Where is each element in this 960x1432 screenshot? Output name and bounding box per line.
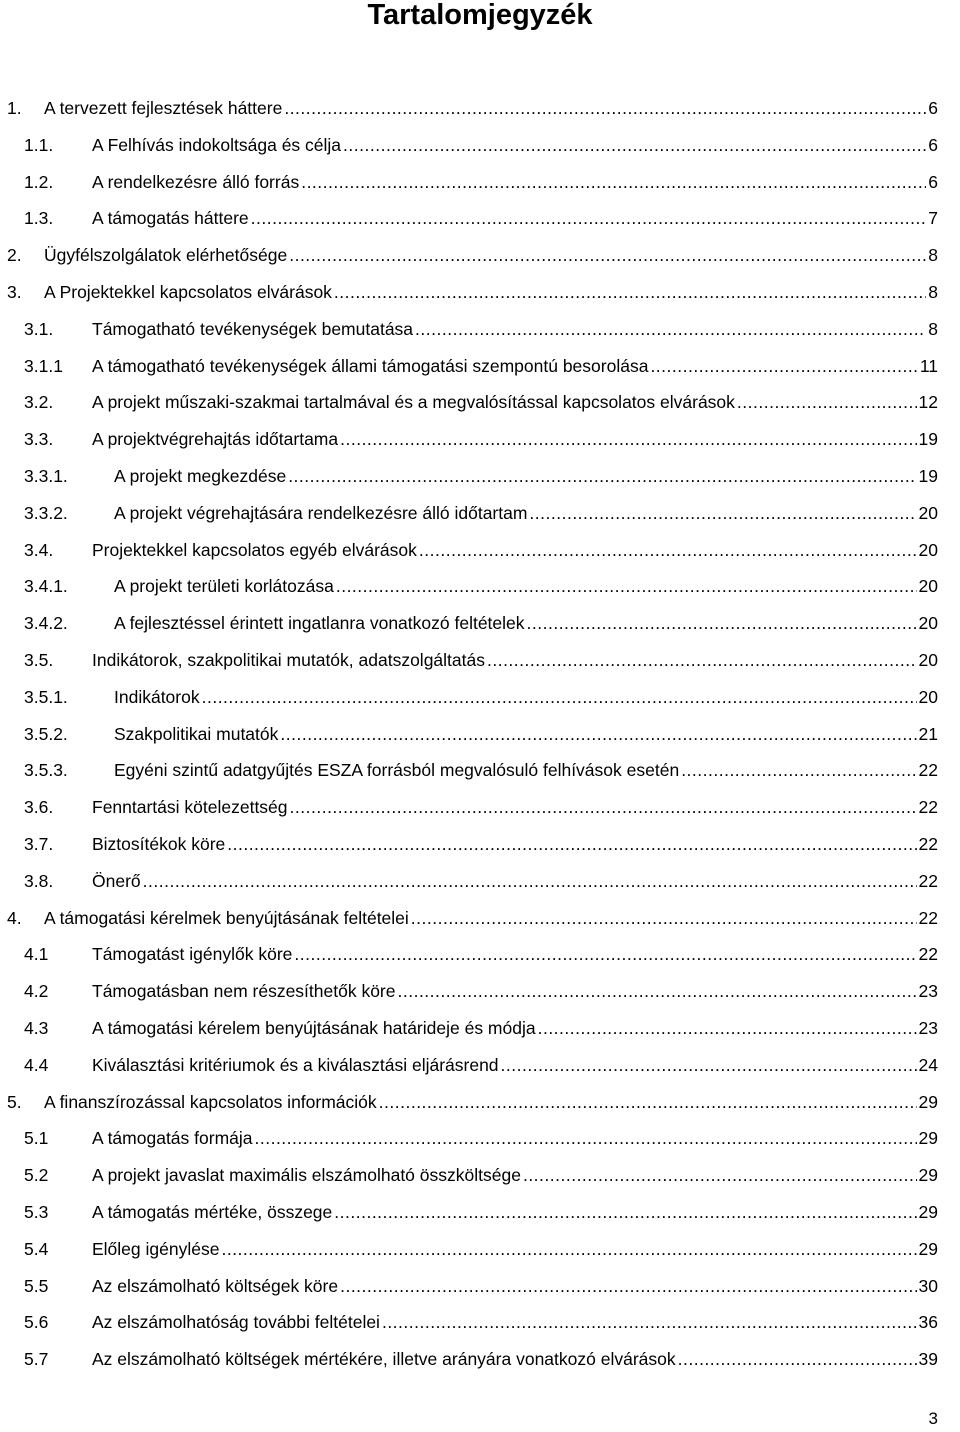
toc-entry-page: 22	[918, 797, 938, 818]
toc-entry-number: 3.3.2.	[24, 502, 68, 523]
toc-entry-number: 3.	[7, 282, 22, 302]
toc-entry-page: 20	[918, 539, 938, 560]
toc-dot-leader	[334, 274, 926, 311]
toc-entry[interactable]	[0, 1120, 960, 1157]
toc-entry-page: 11	[919, 355, 938, 376]
toc-entry-title: Indikátorok	[114, 686, 200, 707]
toc-entry[interactable]	[0, 642, 960, 679]
toc-entry-number: 3.5.1.	[24, 686, 68, 707]
toc-entry[interactable]	[0, 458, 960, 495]
toc-entry-number: 5.5	[24, 1275, 49, 1296]
toc-entry-number: 3.2.	[24, 392, 54, 413]
toc-entry-title: Projektekkel kapcsolatos egyéb elvárások	[92, 539, 417, 560]
toc-entry-number: 2.	[7, 245, 22, 266]
toc-entry-number: 5.	[7, 1091, 22, 1112]
toc-dot-leader	[336, 568, 917, 605]
toc-entry[interactable]	[0, 568, 960, 605]
toc-dot-leader	[681, 752, 916, 789]
toc-entry-number: 5.7	[24, 1349, 49, 1370]
toc-dot-leader	[501, 1047, 917, 1084]
toc-entry[interactable]	[0, 1010, 960, 1047]
toc-entry-title: A támogatás háttere	[92, 208, 249, 229]
toc-entry-number: 5.1	[24, 1128, 49, 1149]
toc-entry-number: 4.	[7, 907, 22, 928]
toc-entry-number: 5.6	[24, 1312, 49, 1333]
toc-entry-page: 30	[918, 1275, 938, 1296]
toc-entry[interactable]	[0, 1194, 960, 1231]
toc-entry-page: 6	[928, 134, 938, 155]
toc-entry-title: Egyéni szintű adatgyűjtés ESZA forrásból megvalósuló felhívások esetén	[114, 760, 680, 781]
toc-entry[interactable]	[0, 421, 960, 458]
toc-entry-number: 3.4.	[24, 539, 54, 560]
toc-entry-number: 3.5.	[24, 650, 54, 670]
page-number: 3	[928, 1409, 938, 1428]
toc-entry-title: A rendelkezésre álló forrás	[92, 171, 300, 192]
toc-entry-page: 20	[918, 502, 938, 523]
toc-dot-leader	[398, 973, 917, 1010]
toc-entry-number: 3.5.3.	[24, 760, 68, 781]
toc-entry[interactable]	[0, 789, 960, 826]
toc-entry-title: A projekt megkezdése	[114, 466, 287, 486]
toc-entry-page: 22	[918, 870, 938, 891]
toc-entry-number: 3.8.	[24, 870, 54, 891]
toc-entry[interactable]	[0, 200, 960, 237]
toc-entry-number: 3.6.	[24, 797, 54, 818]
toc-entry-number: 3.1.1	[24, 355, 63, 376]
toc-entry-number: 3.3.1.	[24, 466, 68, 486]
toc-entry-number: 3.4.1.	[24, 576, 68, 597]
toc-entry[interactable]	[0, 752, 960, 789]
toc-entry-title: A projekt műszaki-szakmai tartalmával és a megvalósítással kapcsolatos elvárások	[92, 392, 735, 413]
toc-entry-page: 23	[918, 1018, 938, 1038]
toc-entry-title: A projekt területi korlátozása	[114, 576, 334, 597]
toc-entry-page: 22	[918, 760, 938, 781]
toc-dot-leader	[202, 679, 917, 716]
toc-dot-leader	[340, 421, 916, 458]
toc-entry-page: 29	[918, 1165, 938, 1186]
toc-entry-number: 4.1	[24, 944, 49, 965]
toc-dot-leader	[343, 127, 926, 164]
toc-dot-leader	[379, 1084, 917, 1121]
toc-entry-title: Támogatható tevékenységek bemutatása	[92, 318, 414, 339]
toc-entry-number: 3.3.	[24, 429, 54, 450]
toc-entry-page: 29	[918, 1128, 938, 1149]
toc-entry-number: 1.	[7, 98, 22, 118]
toc-entry-title: Az elszámolható költségek mértékére, illetve arányára vonatkozó elvárások	[92, 1349, 676, 1370]
toc-entry-page: 8	[928, 318, 938, 339]
toc-dot-leader	[255, 1120, 917, 1157]
toc-entry-title: A projekt végrehajtására rendelkezésre álló időtartam	[114, 502, 528, 523]
toc-entry-title: Támogatást igénylők köre	[92, 944, 293, 965]
toc-entry-title: A tervezett fejlesztések háttere	[44, 98, 283, 118]
toc-entry-title: Az elszámolhatóság további feltételei	[92, 1312, 380, 1333]
toc-entry-number: 5.3	[24, 1202, 49, 1222]
toc-entry-title: A projektvégrehajtás időtartama	[92, 429, 339, 450]
toc-entry-number: 3.1.	[24, 318, 54, 339]
toc-entry-number: 5.2	[24, 1165, 49, 1186]
toc-entry-number: 4.3	[24, 1018, 49, 1038]
toc-entry-title: A támogatási kérelmek benyújtásának feltételei	[44, 907, 409, 928]
toc-entry-number: 5.4	[24, 1238, 49, 1259]
toc-entry-title: A finanszírozással kapcsolatos információk	[44, 1091, 377, 1112]
toc-entry-number: 4.4	[24, 1054, 49, 1075]
toc-entry[interactable]	[0, 348, 960, 385]
toc-entry-number: 1.2.	[24, 171, 54, 192]
toc-dot-leader	[143, 863, 917, 900]
toc-entry-title: A támogatás mértéke, összege	[92, 1202, 333, 1222]
toc-dot-leader	[382, 1304, 917, 1341]
toc-entry[interactable]	[0, 1047, 960, 1084]
toc-entry-page: 29	[918, 1202, 938, 1222]
toc-dot-leader	[340, 1268, 916, 1305]
toc-entry-number: 3.4.2.	[24, 613, 68, 634]
toc-entry-title: Önerő	[92, 870, 141, 891]
toc-entry-title: Támogatásban nem részesíthetők köre	[92, 981, 396, 1002]
toc-entry[interactable]	[0, 936, 960, 973]
toc-entry-page: 22	[918, 944, 938, 965]
toc-dot-leader	[737, 384, 917, 421]
toc-dot-leader	[290, 789, 917, 826]
toc-entry[interactable]	[0, 1157, 960, 1194]
toc-entry-title: A fejlesztéssel érintett ingatlanra vonatkozó feltételek	[114, 613, 525, 634]
toc-entry[interactable]	[0, 1304, 960, 1341]
toc-entry[interactable]	[0, 274, 960, 311]
toc-entry-page: 20	[918, 650, 938, 670]
toc-entry[interactable]	[0, 973, 960, 1010]
toc-entry-title: Az elszámolható költségek köre	[92, 1275, 339, 1296]
toc-entry[interactable]	[0, 679, 960, 716]
toc-entry-number: 1.1.	[24, 134, 54, 155]
toc-entry-page: 12	[918, 392, 938, 413]
toc-entry[interactable]	[0, 716, 960, 753]
toc-dot-leader	[523, 1157, 917, 1194]
toc-dot-leader	[411, 900, 917, 937]
toc-entry-title: A Projektekkel kapcsolatos elvárások	[44, 282, 332, 302]
toc-dot-leader	[419, 532, 917, 569]
toc-entry[interactable]	[0, 1231, 960, 1268]
toc-entry-title: Előleg igénylése	[92, 1238, 220, 1259]
toc-entry-page: 36	[918, 1312, 938, 1333]
toc-entry[interactable]	[0, 826, 960, 863]
toc-entry-title: A projekt javaslat maximális elszámolható összköltsége	[92, 1165, 521, 1186]
toc-entry-page: 20	[918, 613, 938, 634]
toc-entry-number: 4.2	[24, 981, 49, 1002]
toc-dot-leader	[529, 495, 916, 532]
toc-entry-page: 20	[918, 576, 938, 597]
toc-entry-page: 19	[918, 466, 938, 486]
toc-dot-leader	[334, 1194, 916, 1231]
toc-dot-leader	[294, 936, 916, 973]
toc-entry-page: 24	[918, 1054, 938, 1075]
toc-entry[interactable]	[0, 1268, 960, 1305]
toc-dot-leader	[527, 605, 917, 642]
toc-entry-title: Kiválasztási kritériumok és a kiválasztási eljárásrend	[92, 1054, 499, 1075]
toc-entry-page: 22	[918, 907, 938, 928]
toc-entry-number: 3.7.	[24, 834, 54, 854]
toc-entry-number: 1.3.	[24, 208, 54, 229]
page-title: Tartalomjegyzék	[367, 0, 593, 31]
toc-entry[interactable]	[0, 900, 960, 937]
toc-entry-title: Fenntartási kötelezettség	[92, 797, 288, 818]
toc-entry[interactable]	[0, 1084, 960, 1121]
toc-entry[interactable]	[0, 495, 960, 532]
toc-entry-page: 22	[918, 834, 938, 854]
toc-entry-title: A támogatás formája	[92, 1128, 253, 1149]
toc-entry-page: 29	[918, 1091, 938, 1112]
toc-dot-leader	[289, 237, 926, 274]
toc-entry-page: 8	[928, 282, 938, 302]
toc-entry[interactable]	[0, 384, 960, 421]
toc-entry-number: 3.5.2.	[24, 723, 68, 744]
toc-entry[interactable]	[0, 1341, 960, 1378]
toc-dot-leader	[221, 1231, 916, 1268]
toc-entry-title: Indikátorok, szakpolitikai mutatók, adatszolgáltatás	[92, 650, 485, 670]
toc-entry[interactable]	[0, 311, 960, 348]
toc-entry-page: 19	[918, 429, 938, 450]
toc-entry-title: Szakpolitikai mutatók	[114, 723, 279, 744]
toc-entry-title: A támogatható tevékenységek állami támogatási szempontú besorolása	[92, 355, 649, 376]
toc-entry[interactable]	[0, 164, 960, 201]
toc-entry-page: 7	[928, 208, 938, 229]
toc-dot-leader	[251, 200, 927, 237]
toc-dot-leader	[650, 348, 917, 385]
toc-entry-title: A Felhívás indokoltsága és célja	[92, 134, 342, 155]
toc-dot-leader	[301, 164, 926, 201]
toc-dot-leader	[288, 458, 916, 495]
toc-entry[interactable]	[0, 532, 960, 569]
toc-entry[interactable]	[0, 90, 960, 127]
toc-entry-page: 23	[918, 981, 938, 1002]
toc-entry[interactable]	[0, 863, 960, 900]
toc-entry[interactable]	[0, 605, 960, 642]
toc-entry-page: 29	[918, 1238, 938, 1259]
toc-entry-page: 8	[928, 245, 938, 266]
toc-dot-leader	[284, 90, 926, 127]
toc-dot-leader	[280, 716, 916, 753]
toc-entry-title: Biztosítékok köre	[92, 834, 226, 854]
toc-entry-page: 6	[928, 171, 938, 192]
toc-entry[interactable]	[0, 127, 960, 164]
toc-entry[interactable]	[0, 237, 960, 274]
toc-entry-page: 39	[918, 1349, 938, 1370]
toc-entry-title: Ügyfélszolgálatok elérhetősége	[44, 245, 288, 266]
toc-entry-title: A támogatási kérelem benyújtásának határideje és módja	[92, 1018, 536, 1038]
toc-entry-page: 21	[918, 723, 938, 744]
toc-dot-leader	[487, 642, 917, 679]
toc-entry-page: 6	[928, 98, 938, 118]
toc-dot-leader	[227, 826, 916, 863]
toc-dot-leader	[538, 1010, 917, 1047]
toc-dot-leader	[678, 1341, 917, 1378]
toc-dot-leader	[415, 311, 926, 348]
toc-entry-page: 20	[918, 686, 938, 707]
